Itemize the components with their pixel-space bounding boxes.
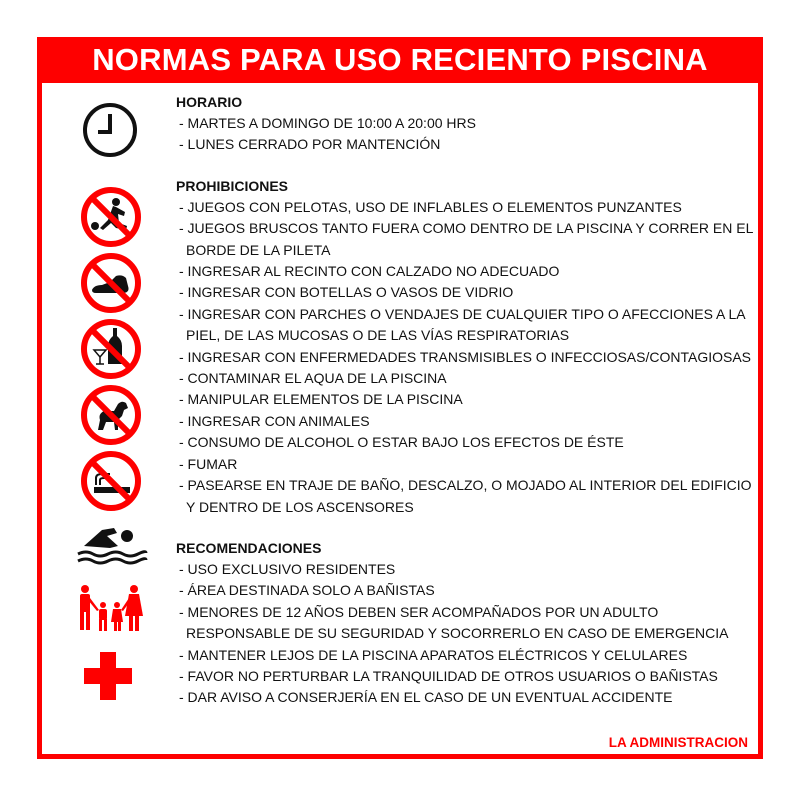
list-item: - CONTAMINAR EL AQUA DE LA PISCINA [179,370,447,387]
swimmer-icon [74,520,148,570]
rules-content [176,92,756,709]
footer-signature: LA ADMINISTRACION [608,735,748,750]
no-dogs-icon [80,384,142,446]
no-smoking-icon [80,450,142,512]
list-item-continuation: PIEL, DE LAS MUCOSAS O DE LAS VÍAS RESPIRATORIAS [186,327,570,344]
list-item: - MANTENER LEJOS DE LA PISCINA APARATOS ELÉCTRICOS Y CELULARES [179,646,688,663]
list-item: - MANIPULAR ELEMENTOS DE LA PISCINA [179,391,463,408]
no-shoes-icon [80,252,142,314]
list-item: - INGRESAR CON ENFERMEDADES TRANSMISIBLES O INFECCIOSAS/CONTAGIOSAS [179,348,752,365]
family-icon [74,584,148,634]
list-item: - ÁREA DESTINADA SOLO A BAÑISTAS [179,582,435,599]
list-item: - USO EXCLUSIVO RESIDENTES [179,560,396,577]
list-item-continuation: RESPONSABLE DE SU SEGURIDAD Y SOCORRERLO EN CASO DE EMERGENCIA [186,625,729,642]
list-item: - INGRESAR CON BOTELLAS O VASOS DE VIDRIO [179,284,514,301]
list-item: - FAVOR NO PERTURBAR LA TRANQUILIDAD DE OTROS USUARIOS O BAÑISTAS [179,667,718,684]
section-title-horario: HORARIO [176,94,243,110]
list-item: - DAR AVISO A CONSERJERÍA EN EL CASO DE UN EVENTUAL ACCIDENTE [179,689,673,706]
first-aid-cross-icon [84,652,132,700]
no-ball-games-icon [80,186,142,248]
list-item-continuation: Y DENTRO DE LOS ASCENSORES [186,498,414,515]
list-item: - INGRESAR AL RECINTO CON CALZADO NO ADECUADO [179,263,560,280]
list-item: - MENORES DE 12 AÑOS DEBEN SER ACOMPAÑADOS POR UN ADULTO [179,603,659,620]
clock-icon [80,100,140,160]
list-item: - JUEGOS CON PELOTAS, USO DE INFLABLES O ELEMENTOS PUNZANTES [179,198,682,215]
list-item: - JUEGOS BRUSCOS TANTO FUERA COMO DENTRO DE LA PISCINA Y CORRER EN EL [179,220,754,237]
list-item: - CONSUMO DE ALCOHOL O ESTAR BAJO LOS EFECTOS DE ÉSTE [179,434,624,451]
sign-title: NORMAS PARA USO RECIENTO PISCINA [37,37,763,83]
list-item: - PASEARSE EN TRAJE DE BAÑO, DESCALZO, O MOJADO AL INTERIOR DEL EDIFICIO [179,477,752,494]
no-alcohol-icon [80,318,142,380]
list-item-continuation: BORDE DE LA PILETA [186,241,331,258]
list-item: - INGRESAR CON ANIMALES [179,412,370,429]
list-item: - INGRESAR CON PARCHES O VENDAJES DE CUALQUIER TIPO O AFECCIONES A LA [179,305,746,322]
section-title-prohibiciones: PROHIBICIONES [176,177,289,194]
list-item: - FUMAR [179,455,238,472]
section-title-recomendaciones: RECOMENDACIONES [176,539,322,556]
list-item: - MARTES A DOMINGO DE 10:00 A 20:00 HRS [179,115,476,131]
list-item: - LUNES CERRADO POR MANTENCIÓN [179,136,441,153]
